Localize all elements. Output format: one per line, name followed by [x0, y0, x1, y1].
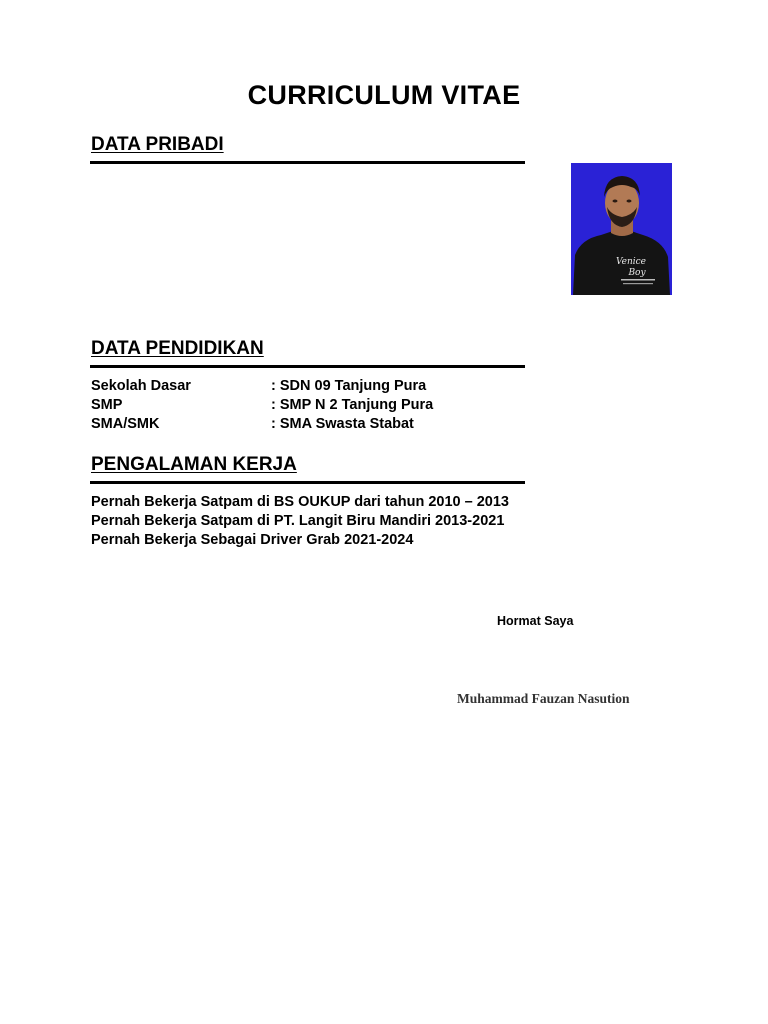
education-label: Sekolah Dasar — [91, 378, 191, 394]
education-value: : SMA Swasta Stabat — [271, 416, 414, 432]
section-heading-data-pendidikan: DATA PENDIDIKAN — [91, 338, 264, 359]
education-row — [91, 397, 433, 413]
education-row — [91, 416, 414, 432]
profile-photo — [571, 163, 672, 295]
experience-item: Pernah Bekerja Satpam di BS OUKUP dari tahun 2010 – 2013 — [91, 494, 509, 510]
section-divider — [90, 365, 525, 368]
section-divider — [90, 481, 525, 484]
education-label: SMP — [91, 397, 123, 413]
section-heading-data-pribadi: DATA PRIBADI — [91, 134, 224, 155]
education-value: : SMP N 2 Tanjung Pura — [271, 397, 434, 413]
education-row — [91, 378, 426, 394]
document-title: CURRICULUM VITAE — [247, 80, 521, 110]
section-divider — [90, 161, 525, 164]
section-heading-pengalaman-kerja: PENGALAMAN KERJA — [91, 454, 297, 475]
experience-item: Pernah Bekerja Sebagai Driver Grab 2021-2024 — [91, 532, 414, 548]
education-label: SMA/SMK — [91, 416, 160, 432]
education-value: : SDN 09 Tanjung Pura — [271, 378, 427, 394]
svg-text:Boy: Boy — [628, 268, 646, 278]
experience-item: Pernah Bekerja Satpam di PT. Langit Biru Mandiri 2013-2021 — [91, 513, 505, 529]
signature-name: Muhammad Fauzan Nasution — [457, 691, 630, 706]
svg-text:Venice: Venice — [615, 257, 647, 267]
closing-text: Hormat Saya — [497, 614, 574, 628]
